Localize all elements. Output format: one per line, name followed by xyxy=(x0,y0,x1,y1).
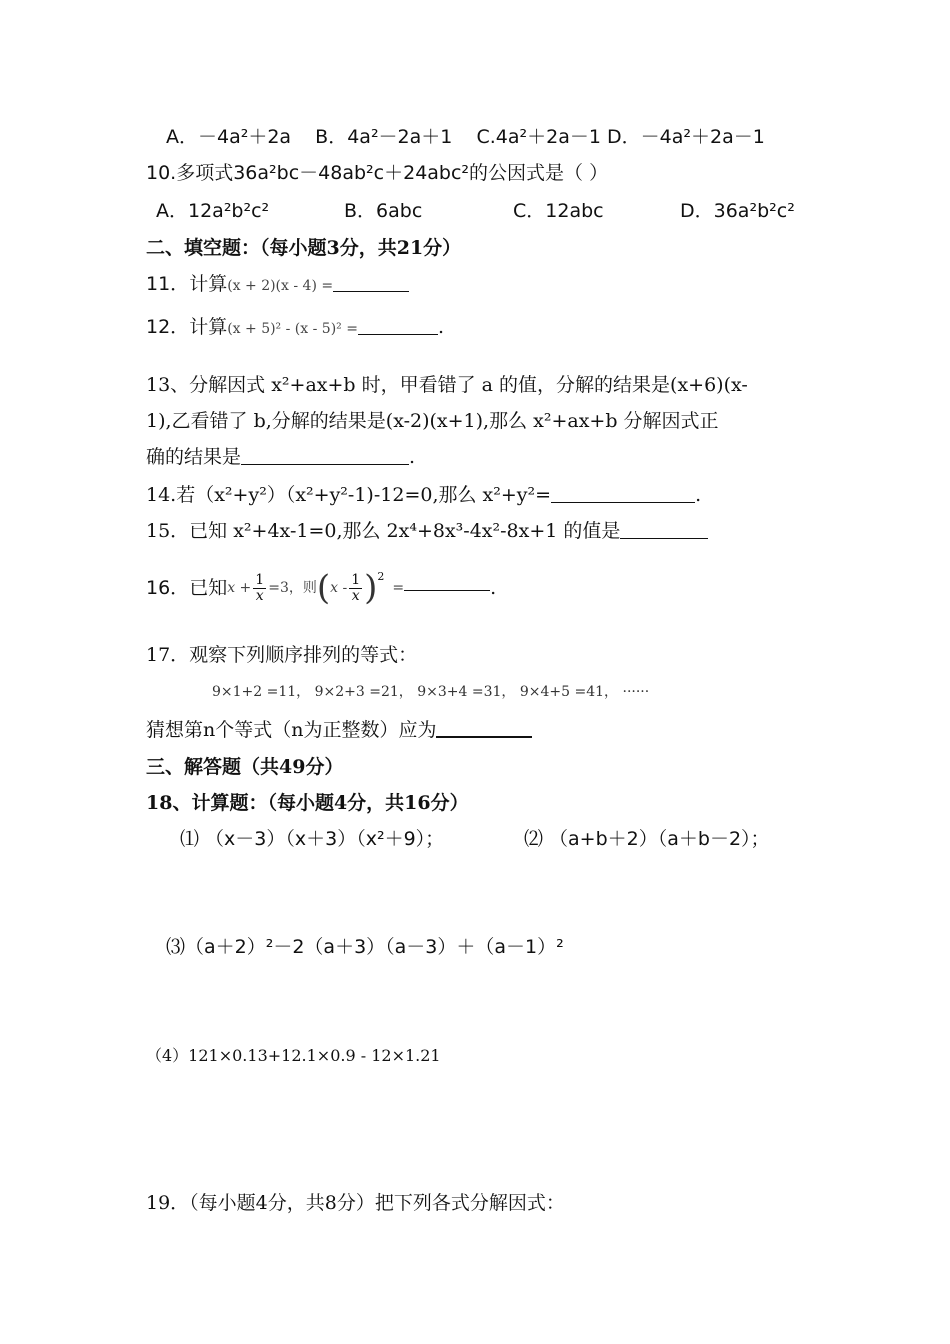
q14-answer-blank[interactable] xyxy=(551,484,695,503)
q18-part4: （4）121×0.13+12.1×0.9 - 12×1.21 xyxy=(146,1046,441,1065)
q12 xyxy=(146,316,444,339)
q17-sequence: 9×1+2 =11， 9×2+3 =21， 9×3+4 =31， 9×4+5 =41， ······ xyxy=(212,684,650,700)
q11-number: 11． xyxy=(146,273,190,295)
q16-answer-blank[interactable] xyxy=(404,582,490,591)
q17-answer-blank[interactable] xyxy=(436,718,532,738)
q11-expression: (x + 2)(x - 4) = xyxy=(227,278,334,294)
q10-option-c: C．12abc xyxy=(513,200,604,222)
q12-label: 计算 xyxy=(189,316,228,338)
q15-answer-blank[interactable] xyxy=(620,520,708,539)
q11 xyxy=(146,273,409,296)
q17-guess-text: 猜想第n个等式（n为正整数）应为 xyxy=(146,719,437,741)
q18-part1: ⑴ （x－3）（x＋3）（x²＋9）； xyxy=(180,828,445,850)
q16-equals: = xyxy=(392,580,405,596)
q15-text: 15．已知 x²+4x-1=0,那么 2x⁴+8x³-4x²-8x+1 的值是 xyxy=(146,520,621,542)
q16-given-x: x + xyxy=(227,580,252,596)
q12-number: 12． xyxy=(146,316,190,338)
q9-options xyxy=(166,126,765,149)
section2-title: 二、填空题：（每小题3分，共21分） xyxy=(146,237,462,259)
q9-option-b: B．4a²－2a＋1 xyxy=(315,126,453,148)
q13-line3-text: 确的结果是 xyxy=(146,446,242,468)
q19: 19．（每小题4分，共8分）把下列各式分解因式： xyxy=(146,1192,565,1214)
q10-option-b: B．6abc xyxy=(344,200,423,222)
q9-option-d: D．－4a²＋2a－1 xyxy=(607,126,765,148)
q16-exponent: 2 xyxy=(377,570,385,583)
q16-target-x: x - xyxy=(330,580,348,596)
q9-option-c: C.4a²＋2a－1 xyxy=(476,126,601,148)
q16-target-fraction: $\frac{1}{x}$ xyxy=(351,571,361,604)
q9-option-a: A．－4a²＋2a xyxy=(166,126,292,148)
q16-right-paren: ) xyxy=(364,568,378,608)
q12-end: . xyxy=(437,316,445,338)
q12-answer-blank[interactable] xyxy=(358,316,438,335)
q16 xyxy=(146,568,496,609)
q14-text: 14.若（x²+y²）（x²+y²-1)-12=0,那么 x²+y²= xyxy=(146,484,552,506)
q10-option-a: A．12a²b²c² xyxy=(156,200,270,222)
q14-end: . xyxy=(695,484,702,506)
q15 xyxy=(146,520,708,543)
q17-guess xyxy=(146,718,532,742)
q16-given-rest: =3，则 xyxy=(268,580,317,596)
q16-left-paren: ( xyxy=(316,568,331,608)
q16-end: . xyxy=(490,577,497,599)
q18-part2: ⑵ （a+b＋2）（a＋b－2）； xyxy=(524,828,770,850)
q10-option-d: D．36a²b²c² xyxy=(680,200,795,222)
q11-answer-blank[interactable] xyxy=(333,273,409,292)
q13-line2: 1),乙看错了 b,分解的结果是(x-2)(x+1),那么 x²+ax+b 分解因式正 xyxy=(146,410,719,432)
q17-stem: 17．观察下列顺序排列的等式： xyxy=(146,644,418,666)
q18-part3: ⑶（a＋2）²－2（a＋3）（a－3）＋（a－1）² xyxy=(166,936,564,958)
section3-title: 三、解答题（共49分） xyxy=(146,756,344,778)
q13-answer-blank[interactable] xyxy=(241,446,409,465)
q16-number: 16． xyxy=(146,577,190,599)
q12-expression: (x + 5)² - (x - 5)² = xyxy=(227,321,358,337)
q14 xyxy=(146,484,701,507)
q10-stem: 10.多项式36a²bc－48ab²c＋24abc²的公因式是（ ） xyxy=(146,162,609,184)
q16-label: 已知 xyxy=(189,577,228,599)
q13-end: . xyxy=(409,446,416,468)
q18-title: 18、计算题：（每小题4分，共16分） xyxy=(146,792,469,814)
q11-label: 计算 xyxy=(189,273,228,295)
q13-line1: 13、分解因式 x²+ax+b 时，甲看错了 a 的值，分解的结果是(x+6)(x- xyxy=(146,374,748,396)
q13-line3 xyxy=(146,446,415,469)
q16-given-fraction: $\frac{1}{x}$ xyxy=(255,571,265,604)
